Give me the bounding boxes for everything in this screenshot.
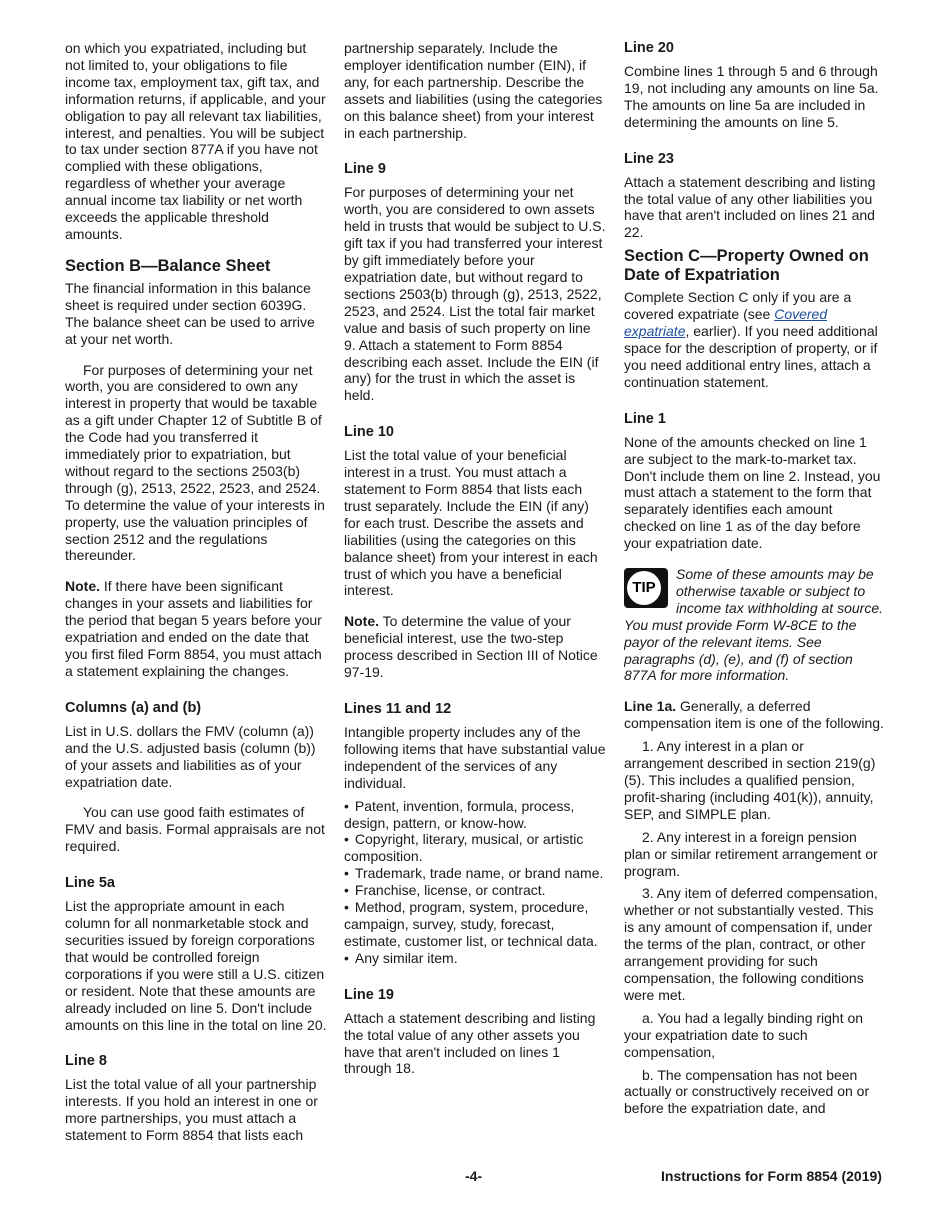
paragraph-line-9: For purposes of determining your net worth, you are considered to own assets held in trusts that would be subject to U.S. gift tax if you had transferred your interest by gift immediately before your expatriation date, but without regard to sections 2503(b) through (g), 2513, 2522, 2523, and 2524. List the total fair market value and basis of such property on line 9. Attach a statement to Form 8854 describing each asset. Include the EIN (if any) for the trust in which the asset is held. xyxy=(344,184,606,404)
paragraph-intro: on which you expatriated, including but not limited to, your obligations to file income tax, employment tax, gift tax, and information returns, if applicable, and your obligation to pay all relevant tax liabilities, interest, and penalties. You will be subject to tax under section 877A if you have not complied with these obligations, regardless of whether your average annual income tax liability or net worth exceeds the applicable threshold amounts. xyxy=(65,40,326,242)
paragraph-line-10: List the total value of your beneficial interest in a trust. You must attach a statement to Form 8854 that lists each trust separately. Include the EIN (if any) for each trust. Describe the assets and liabilities (using the categories on this balance sheet) from your interest in each trust of which you have a beneficial interest. xyxy=(344,447,598,599)
paragraph-line-19: Attach a statement describing and listing the total value of any other assets you have that aren't included on lines 1 through 18. xyxy=(344,1009,596,1077)
paragraph-line-1: None of the amounts checked on line 1 are subject to the mark-to-market tax. Don't include them on line 2. Instead, you must attach a statement to the form that separately identifies each amount checked on line 1 as of the day before your expatriation date. xyxy=(624,433,881,552)
paragraph-columns: List in U.S. dollars the FMV (column (a)) and the U.S. adjusted basis (column (b)) of your assets and liabilities as of your expatriation date. xyxy=(65,722,316,790)
list-item: • Trademark, trade name, or brand name. xyxy=(344,865,606,882)
page-number: -4- xyxy=(465,1168,483,1184)
column-1 xyxy=(65,40,327,1158)
paragraph-intangible: Intangible property includes any of the following items that have substantial value independent of the services of any individual. xyxy=(344,724,606,791)
list-item-b: b. The compensation has not been actually or constructively received on or before the expatriation date, and xyxy=(624,1066,870,1117)
note-text: If there have been significant changes in your assets and liabilities for the period that began 5 years before your expatriation and ended on the date that you first filed Form 8854, you must attach a statement explaining the changes. xyxy=(65,578,322,679)
line-1a-label: Line 1a. xyxy=(624,698,677,715)
tip-text: Some of these amounts may be otherwise taxable or subject to income tax withholding at source. You must provide Form W-8CE to the payor of the relevant items. See paragraphs (d), (e), and (f) of section 877A for more information. xyxy=(624,566,883,684)
line-5a-heading: Line 5a xyxy=(65,875,115,892)
paragraph-net-worth: For purposes of determining your net worth, you are considered to own any interest in property that would be taxable as a gift under Chapter 12 of Subtitle B of the Code had you transferred it immediately prior to expatriation, but without regard to the sections 2503(b) through (g), 2513, 2522, 2523, and 2524. To determine the value of your interests in property, use the valuation principles of section 2512 and the regulations thereunder. xyxy=(65,361,325,564)
list-item-3: 3. Any item of deferred compensation, whether or not substantially vested. This is any amount of compensation if, under the terms of the plan, contract, or other arrangement providing for such compensation, the following conditions were met. xyxy=(624,885,878,1003)
list-item-1: 1. Any interest in a plan or arrangement described in section 219(g)(5). This includes a qualified pension, profit-sharing (including 401(k)), annuity, SEP, and SIMPLE plan. xyxy=(624,738,876,822)
paragraph-partnership: partnership separately. Include the employer identification number (EIN), if any, for each partnership. Describe the assets and liabilities (using the categories on this balance sheet) from your interest in each partnership. xyxy=(344,40,603,141)
column-2 xyxy=(344,40,606,1091)
line-23-heading: Line 23 xyxy=(624,150,674,167)
line-20-heading: Line 20 xyxy=(624,40,674,56)
tip-icon xyxy=(624,568,668,608)
line-9-heading: Line 9 xyxy=(344,161,386,178)
list-item: • Method, program, system, procedure, campaign, survey, study, forecast, estimate, customer list, or technical data. xyxy=(344,899,606,950)
line-19-heading: Line 19 xyxy=(344,986,394,1003)
tip-badge-label: TIP xyxy=(627,571,661,605)
line-1a-text: Generally, a deferred compensation item is one of the following. xyxy=(624,698,884,732)
list-item-a: a. You had a legally binding right on your expatriation date to such compensation, xyxy=(624,1009,864,1060)
paragraph-line-20: Combine lines 1 through 5 and 6 through 19, not including any amounts on line 5a. The amounts on line 5a are included in determining the amounts on line 5. xyxy=(624,63,879,130)
paragraph-line-1a xyxy=(624,698,886,732)
paragraph-line-5a: List the appropriate amount in each column for all nonmarketable stock and securities issued by foreign corporations that would be controlled foreign corporations if you were still a U.S. citizen or resident. Note that these amounts are already included on line 5. Don't include amounts on this line in the total on line 20. xyxy=(65,898,327,1033)
tip-box xyxy=(624,566,886,684)
list-item: • Patent, invention, formula, process, design, pattern, or know-how. xyxy=(344,798,606,832)
line-8-heading: Line 8 xyxy=(65,1053,107,1070)
paragraph-balance-sheet: The financial information in this balance sheet is required under section 6039G. The balance sheet can be used to arrive at your net worth. xyxy=(65,279,315,347)
note-text: To determine the value of your beneficial interest, use the two-step process described in Section III of Notice 97-19. xyxy=(344,613,598,681)
column-3 xyxy=(624,40,886,1123)
list-item: • Franchise, license, or contract. xyxy=(344,882,606,899)
intangible-list xyxy=(344,798,606,967)
covered-expatriate-link[interactable]: Covered expatriate xyxy=(624,306,828,340)
columns-heading: Columns (a) and (b) xyxy=(65,699,202,716)
list-item: • Any similar item. xyxy=(344,950,606,967)
paragraph-line-8: List the total value of all your partnership interests. If you hold an interest in one or more partnerships, you must attach a statement to Form 8854 that lists each xyxy=(65,1076,318,1144)
paragraph-line-23: Attach a statement describing and listing the total value of any other liabilities you have that aren't included on lines 21 and 22. xyxy=(624,173,876,241)
note-label: Note. xyxy=(344,613,379,630)
list-item: • Copyright, literary, musical, or artistic composition. xyxy=(344,831,606,865)
paragraph-good-faith: You can use good faith estimates of FMV and basis. Formal appraisals are not required. xyxy=(65,804,325,855)
lines-11-12-heading: Lines 11 and 12 xyxy=(344,701,452,717)
document-title: Instructions for Form 8854 (2019) xyxy=(661,1168,882,1184)
section-b-heading: Section B—Balance Sheet xyxy=(65,256,271,275)
section-c-heading: Section C—Property Owned on Date of Expatriation xyxy=(624,247,869,285)
paragraph-section-c xyxy=(624,289,886,390)
note-paragraph xyxy=(344,613,606,681)
note-paragraph xyxy=(65,578,327,679)
line-10-heading: Line 10 xyxy=(344,424,394,441)
section-c-text-a: Complete Section C only if you are a covered expatriate (see xyxy=(624,289,852,323)
list-item-2: 2. Any interest in a foreign pension plan or similar retirement arrangement or program. xyxy=(624,828,878,879)
section-c-text-b: , earlier). If you need additional space for the description of property, or if you need additional entry lines, attach a continuation statement. xyxy=(624,323,878,390)
note-label: Note. xyxy=(65,578,100,595)
line-1-heading: Line 1 xyxy=(624,410,666,427)
